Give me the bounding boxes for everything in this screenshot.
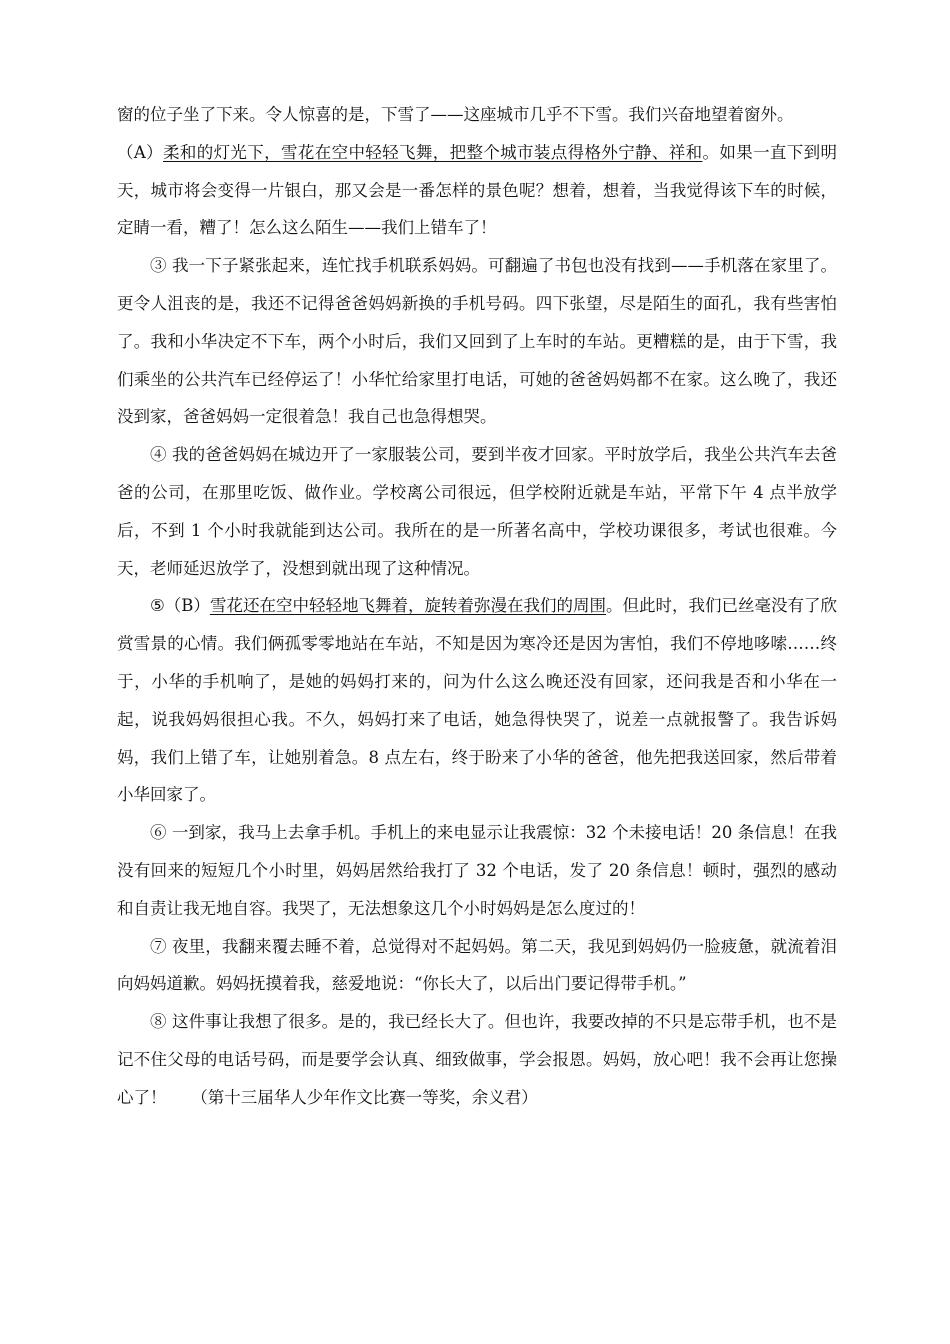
essay-body [117, 96, 837, 1117]
paragraph-text: ⑧ 这件事让我想了很多。是的，我已经长大了。但也许，我要改掉的不只是忘带手机，也不是记不住父母的电话号码，而是要学会认真、细致做事，学会报恩。妈妈，放心吧！我不会再让您操心了！ （第十三届华人少年作文比赛一等奖，余义君） [117, 1012, 837, 1107]
paragraph-text: ⑦ 夜里，我翻来覆去睡不着，总觉得对不起妈妈。第二天，我见到妈妈仍一脸疲惫，就流着泪向妈妈道歉。妈妈抚摸着我，慈爱地说：“你长大了，以后出门要记得带手机。” [117, 936, 837, 994]
paragraph-text: ③ 我一下子紧张起来，连忙找手机联系妈妈。可翻遍了书包也没有找到——手机落在家里了。更令人沮丧的是，我还不记得爸爸妈妈新换的手机号码。四下张望，尽是陌生的面孔，我有些害怕了。我和小华决定不下车，两个小时后，我们又回到了上车时的车站。更糟糕的是，由于下雪，我们乘坐的公共汽车已经停运了！小华忙给家里打电话，可她的爸爸妈妈都不在家。这么晚了，我还没到家，爸爸妈妈一定很着急！我自己也急得想哭。 [117, 256, 837, 427]
underlined-sentence: 雪花还在空中轻轻地飞舞着，旋转着弥漫在我们的周围 [209, 596, 606, 616]
underlined-sentence: 柔和的灯光下，雪花在空中轻轻飞舞，把整个城市装点得格外宁静、祥和 [163, 142, 703, 162]
paragraph-p2 [117, 247, 837, 436]
paragraph-p5 [117, 814, 837, 927]
paragraph-p1 [117, 134, 837, 247]
paragraph-text: ⑥ 一到家，我马上去拿手机。手机上的来电显示让我震惊：32 个未接电话！20 条信息！在我没有回来的短短几个小时里，妈妈居然给我打了 32 个电话，发了 20 条信息！顿时，强烈的感动和自责让我无地自容。我哭了，无法想象这几个小时妈妈是怎么度过的！ [117, 823, 837, 918]
paragraph-p0 [117, 96, 837, 134]
paragraph-p6 [117, 928, 837, 1004]
paragraph-p7 [117, 1003, 837, 1116]
paragraph-p4 [117, 587, 837, 814]
paragraph-text: 窗的位子坐了下来。令人惊喜的是，下雪了——这座城市几乎不下雪。我们兴奋地望着窗外。 [117, 105, 794, 124]
paragraph-text: 。如果一直下到明天，城市将会变得一片银白，那又会是一番怎样的景色呢？想着，想着，当我觉得该下车的时候，定睛一看，糟了！怎么这么陌生——我们上错车了！ [117, 142, 838, 238]
paragraph-p3 [117, 436, 837, 587]
paragraph-text: （A） [117, 142, 163, 162]
paragraph-text: ④ 我的爸爸妈妈在城边开了一家服装公司，要到半夜才回家。平时放学后，我坐公共汽车去爸爸的公司，在那里吃饭、做作业。学校离公司很远，但学校附近就是车站，平常下午 4 点半放学后，不到 1 个小时我就能到达公司。我所在的是一所著名高中，学校功课很多，考试也很难。今天，老师延迟放学了，没想到就出现了这种情况。 [117, 445, 837, 578]
paragraph-text: ⑤（B） [150, 596, 210, 616]
paragraph-text: 。但此时，我们已丝毫没有了欣赏雪景的心情。我们俩孤零零地站在车站，不知是因为寒冷还是因为害怕，我们不停地哆嗦……终于，小华的手机响了，是她的妈妈打来的，问为什么这么晚还没有回家，还问我是否和小华在一起，说我妈妈很担心我。不久，妈妈打来了电话，她急得快哭了，说差一点就报警了。我告诉妈妈，我们上错了车，让她别着急。8 点左右，终于盼来了小华的爸爸，他先把我送回家，然后带着小华回家了。 [117, 596, 838, 805]
